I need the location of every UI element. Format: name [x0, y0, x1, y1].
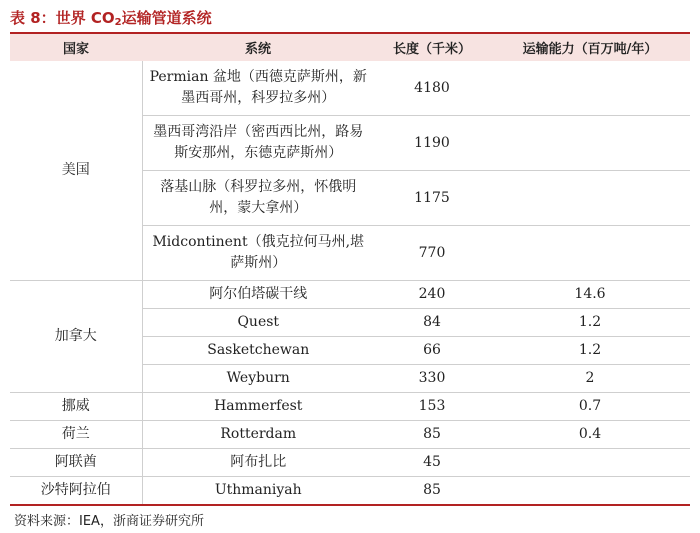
capacity-cell: 0.7: [490, 393, 690, 421]
table-row: [10, 281, 690, 309]
system-cell: Sasketchewan: [142, 337, 374, 365]
system-cell: 阿布扎比: [142, 449, 374, 477]
bottom-rule: [10, 504, 690, 506]
header-length: 长度（千米）: [374, 34, 490, 61]
length-cell: 1190: [374, 116, 490, 171]
system-cell: Rotterdam: [142, 421, 374, 449]
capacity-cell: [490, 116, 690, 171]
length-cell: 4180: [374, 61, 490, 116]
system-cell: 落基山脉（科罗拉多州，怀俄明州，蒙大拿州）: [142, 171, 374, 226]
length-cell: 240: [374, 281, 490, 309]
capacity-cell: 2: [490, 365, 690, 393]
header-country: 国家: [10, 34, 142, 61]
system-cell: Hammerfest: [142, 393, 374, 421]
header-capacity: 运输能力（百万吨/年）: [490, 34, 690, 61]
capacity-cell: [490, 449, 690, 477]
title-subscript: 2: [114, 17, 122, 28]
table-row: [10, 449, 690, 477]
table-row: [10, 421, 690, 449]
country-cell: 美国: [10, 61, 142, 281]
system-cell: Weyburn: [142, 365, 374, 393]
country-cell: 沙特阿拉伯: [10, 477, 142, 505]
country-cell: 加拿大: [10, 281, 142, 393]
system-cell: Midcontinent（俄克拉何马州,堪萨斯州）: [142, 226, 374, 281]
system-cell: Uthmaniyah: [142, 477, 374, 505]
source-note: 资料来源：IEA，浙商证券研究所: [14, 514, 204, 529]
length-cell: 1175: [374, 171, 490, 226]
table-title: [10, 5, 212, 31]
length-cell: 330: [374, 365, 490, 393]
header-system: 系统: [142, 34, 374, 61]
table-row: [10, 477, 690, 505]
length-cell: 153: [374, 393, 490, 421]
capacity-cell: 0.4: [490, 421, 690, 449]
country-cell: 挪威: [10, 393, 142, 421]
length-cell: 85: [374, 477, 490, 505]
title-suffix: 运输管道系统: [121, 9, 212, 27]
capacity-cell: 1.2: [490, 309, 690, 337]
length-cell: 66: [374, 337, 490, 365]
title-prefix: 表 8：世界 CO: [10, 9, 115, 27]
capacity-cell: [490, 171, 690, 226]
table-row: [10, 61, 690, 116]
capacity-cell: [490, 477, 690, 505]
pipeline-table: [10, 34, 690, 505]
system-cell: 阿尔伯塔碳干线: [142, 281, 374, 309]
table-row: [10, 393, 690, 421]
length-cell: 84: [374, 309, 490, 337]
length-cell: 85: [374, 421, 490, 449]
country-cell: 荷兰: [10, 421, 142, 449]
capacity-cell: 1.2: [490, 337, 690, 365]
length-cell: 770: [374, 226, 490, 281]
system-cell: Quest: [142, 309, 374, 337]
table-body: [10, 61, 690, 505]
system-cell: 墨西哥湾沿岸（密西西比州，路易斯安那州，东德克萨斯州）: [142, 116, 374, 171]
capacity-cell: [490, 61, 690, 116]
country-cell: 阿联酋: [10, 449, 142, 477]
system-cell: Permian 盆地（西德克萨斯州，新墨西哥州，科罗拉多州）: [142, 61, 374, 116]
header-row: [10, 34, 690, 61]
capacity-cell: [490, 226, 690, 281]
length-cell: 45: [374, 449, 490, 477]
capacity-cell: 14.6: [490, 281, 690, 309]
